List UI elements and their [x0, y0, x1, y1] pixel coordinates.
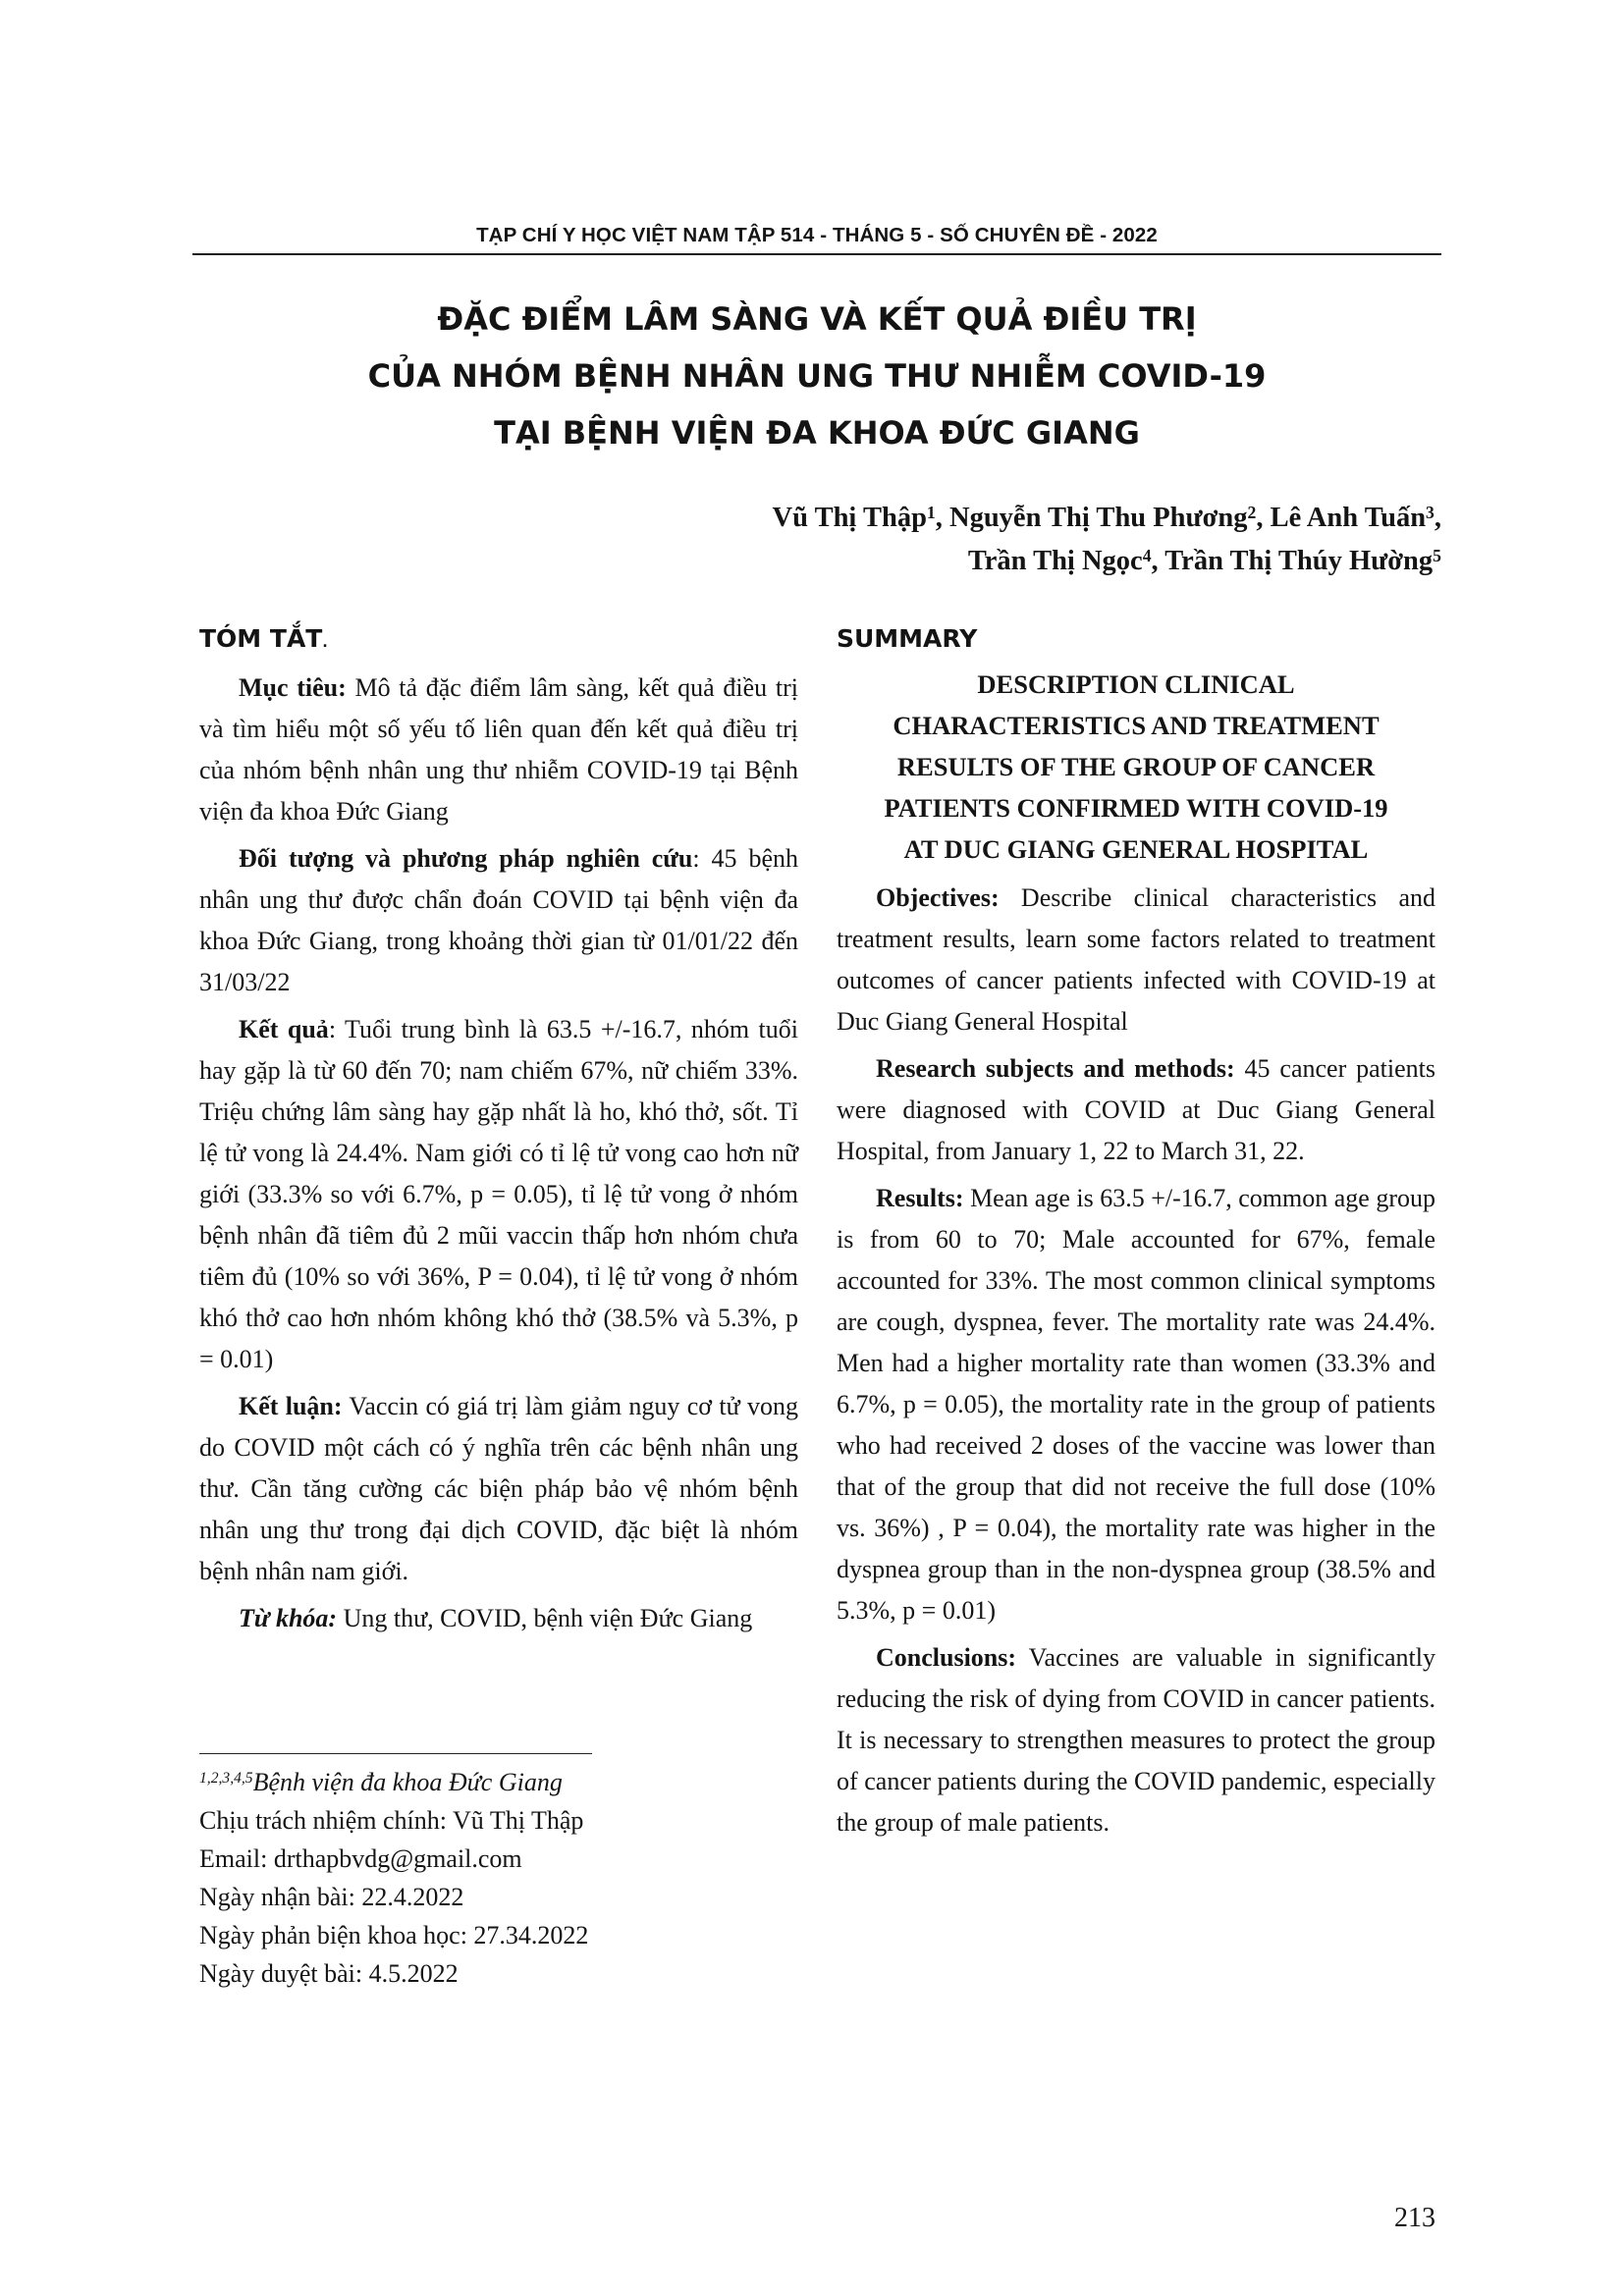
author-name: Lê Anh Tuấn [1270, 503, 1427, 533]
title-line: TẠI BỆNH VIỆN ĐA KHOA ĐỨC GIANG [494, 414, 1140, 452]
paragraph-label: Kết quả [239, 1015, 329, 1043]
paragraph-label: Objectives: [876, 883, 1000, 912]
title-line: ĐẶC ĐIỂM LÂM SÀNG VÀ KẾT QUẢ ĐIỀU TRỊ [437, 300, 1197, 338]
received-date: Ngày nhận bài: 22.4.2022 [199, 1883, 464, 1911]
paragraph-text: : Tuổi trung bình là 63.5 +/-16.7, nhóm tuổi hay gặp là từ 60 đến 70; nam chiếm 67%, nữ chiếm 33%. Triệu chứng lâm sàng hay gặp nhất là ho, khó thở, sốt. Tỉ lệ tử vong là 24.4%. Nam giới có tỉ lệ tử vong cao hơn nữ giới (33.3% so với 6.7%, p = 0.05), tỉ lệ tử vong ở nhóm bệnh nhân đã tiêm đủ 2 mũi vaccin thấp hơn nhóm chưa tiêm đủ (10% so với 36%, P = 0.04), tỉ lệ tử vong ở nhóm khó thở cao hơn nhóm không khó thở (38.5% và 5.3%, p = 0.01) [199, 1015, 799, 1373]
author-affiliation-mark: 5 [1433, 546, 1441, 566]
objectives-paragraph [837, 878, 1435, 1042]
running-header: TẠP CHÍ Y HỌC VIỆT NAM TẬP 514 - THÁNG 5 - SỐ CHUYÊN ĐỀ - 2022 [476, 224, 1158, 246]
footnote-rule [199, 1753, 592, 1754]
section-heading: SUMMARY [837, 624, 978, 653]
english-title-line: DESCRIPTION CLINICAL [977, 669, 1295, 699]
paragraph-text: Vaccines are valuable in significantly reducing the risk of dying from COVID in cancer patients. It is necessary to strengthen measures to protect the group of cancer patients during the COVID pandemic, especially the group of male patients. [837, 1643, 1435, 1837]
results-paragraph [199, 1009, 798, 1380]
english-title-line: PATIENTS CONFIRMED WITH COVID-19 [884, 793, 1388, 823]
paragraph-text: Mean age is 63.5 +/-16.7, common age group is from 60 to 70; Male accounted for 67%, female accounted for 33%. The most common clinical symptoms are cough, dyspnea, fever. The mortality rate was 24.4%. Men had a higher mortality rate than women (33.3% and 6.7%, p = 0.05), the mortality rate in the group of patients who had received 2 doses of the vaccine was lower than that of the group that did not receive the full dose (10% vs. 36%) , P = 0.04), the mortality rate was higher in the dyspnea group than in the non-dyspnea group (38.5% and 5.3%, p = 0.01) [837, 1184, 1435, 1625]
objective-paragraph [199, 667, 798, 832]
title-line: CỦA NHÓM BỆNH NHÂN UNG THƯ NHIỄM COVID-19 [367, 357, 1267, 395]
author-separator: , [1434, 503, 1441, 533]
english-title-line: RESULTS OF THE GROUP OF CANCER [896, 752, 1376, 781]
author-line [773, 540, 1441, 583]
keywords-paragraph [199, 1598, 798, 1639]
conclusions-paragraph [837, 1637, 1435, 1843]
review-date: Ngày phản biện khoa học: 27.34.2022 [199, 1921, 589, 1949]
section-heading: TÓM TẮT. [199, 624, 328, 653]
author-name: Trần Thị Thúy Hường [1164, 546, 1434, 576]
author-affiliation-mark: 4 [1142, 546, 1152, 566]
paragraph-label: Research subjects and methods: [876, 1054, 1235, 1083]
author-affiliation-mark: 2 [1247, 503, 1257, 523]
paragraph-label: Đối tượng và phương pháp nghiên cứu [239, 844, 693, 873]
results-paragraph [837, 1178, 1435, 1631]
paragraph-label: Conclusions: [876, 1643, 1017, 1672]
author-name: Vũ Thị Thập [772, 503, 927, 533]
methods-paragraph [837, 1048, 1435, 1172]
conclusion-paragraph [199, 1386, 798, 1592]
paragraph-label: Results: [876, 1184, 964, 1212]
footnotes [199, 1763, 588, 1993]
english-title-line: CHARACTERISTICS AND TREATMENT [893, 711, 1380, 740]
affiliation-line [199, 1763, 588, 1801]
paragraph-text: 45 cancer patients were diagnosed with COVID at Duc Giang General Hospital, from January 1, 22 to March 31, 22. [837, 1054, 1435, 1165]
author-name: Trần Thị Ngọc [967, 546, 1143, 576]
paragraph-text: Vaccin có giá trị làm giảm nguy cơ tử vong do COVID một cách có ý nghĩa trên các bệnh nhân ung thư. Cần tăng cường các biện pháp bảo vệ nhóm bệnh nhân ung thư trong đại dịch COVID, đặc biệt là nhóm bệnh nhân nam giới. [199, 1392, 798, 1585]
author-list [773, 497, 1441, 583]
abstract-english [837, 618, 1435, 1849]
author-affiliation-mark: 1 [926, 503, 936, 523]
english-title-line: AT DUC GIANG GENERAL HOSPITAL [903, 834, 1369, 864]
paragraph-text: Ung thư, COVID, bệnh viện Đức Giang [337, 1604, 753, 1632]
affiliation-marks: 1,2,3,4,5 [199, 1770, 253, 1788]
article-title [192, 291, 1441, 461]
email-line: Email: drthapbvdg@gmail.com [199, 1844, 522, 1873]
header-rule [192, 253, 1441, 255]
paragraph-label: Mục tiêu: [239, 673, 347, 702]
author-name: Nguyễn Thị Thu Phương [949, 503, 1248, 533]
author-affiliation-mark: 3 [1426, 503, 1435, 523]
paragraph-text: Mô tả đặc điểm lâm sàng, kết quả điều trị và tìm hiểu một số yếu tố liên quan đến kết quả điều trị của nhóm bệnh nhân ung thư nhiễm COVID-19 tại Bệnh viện đa khoa Đức Giang [199, 673, 798, 826]
paragraph-text: : 45 bệnh nhân ung thư được chẩn đoán COVID tại bệnh viện đa khoa Đức Giang, trong khoảng thời gian từ 01/01/22 đến 31/03/22 [199, 844, 799, 996]
author-line [773, 497, 1441, 540]
paragraph-label: Kết luận: [239, 1392, 343, 1420]
english-title [837, 664, 1435, 870]
paragraph-text: Describe clinical characteristics and treatment results, learn some factors related to treatment outcomes of cancer patients infected with COVID-19 at Duc Giang General Hospital [837, 883, 1435, 1036]
affiliation-name: Bệnh viện đa khoa Đức Giang [252, 1768, 563, 1796]
accepted-date: Ngày duyệt bài: 4.5.2022 [199, 1959, 459, 1988]
author-separator: , [1256, 503, 1271, 533]
page-number: 213 [1394, 2203, 1435, 2233]
paragraph-label: Từ khóa: [239, 1604, 338, 1632]
methods-paragraph [199, 838, 798, 1003]
heading-mark: . [322, 635, 328, 651]
author-separator: , [1151, 546, 1165, 576]
corresponding-author: Chịu trách nhiệm chính: Vũ Thị Thập [199, 1806, 584, 1835]
abstract-vietnamese [199, 618, 798, 1645]
author-separator: , [935, 503, 949, 533]
